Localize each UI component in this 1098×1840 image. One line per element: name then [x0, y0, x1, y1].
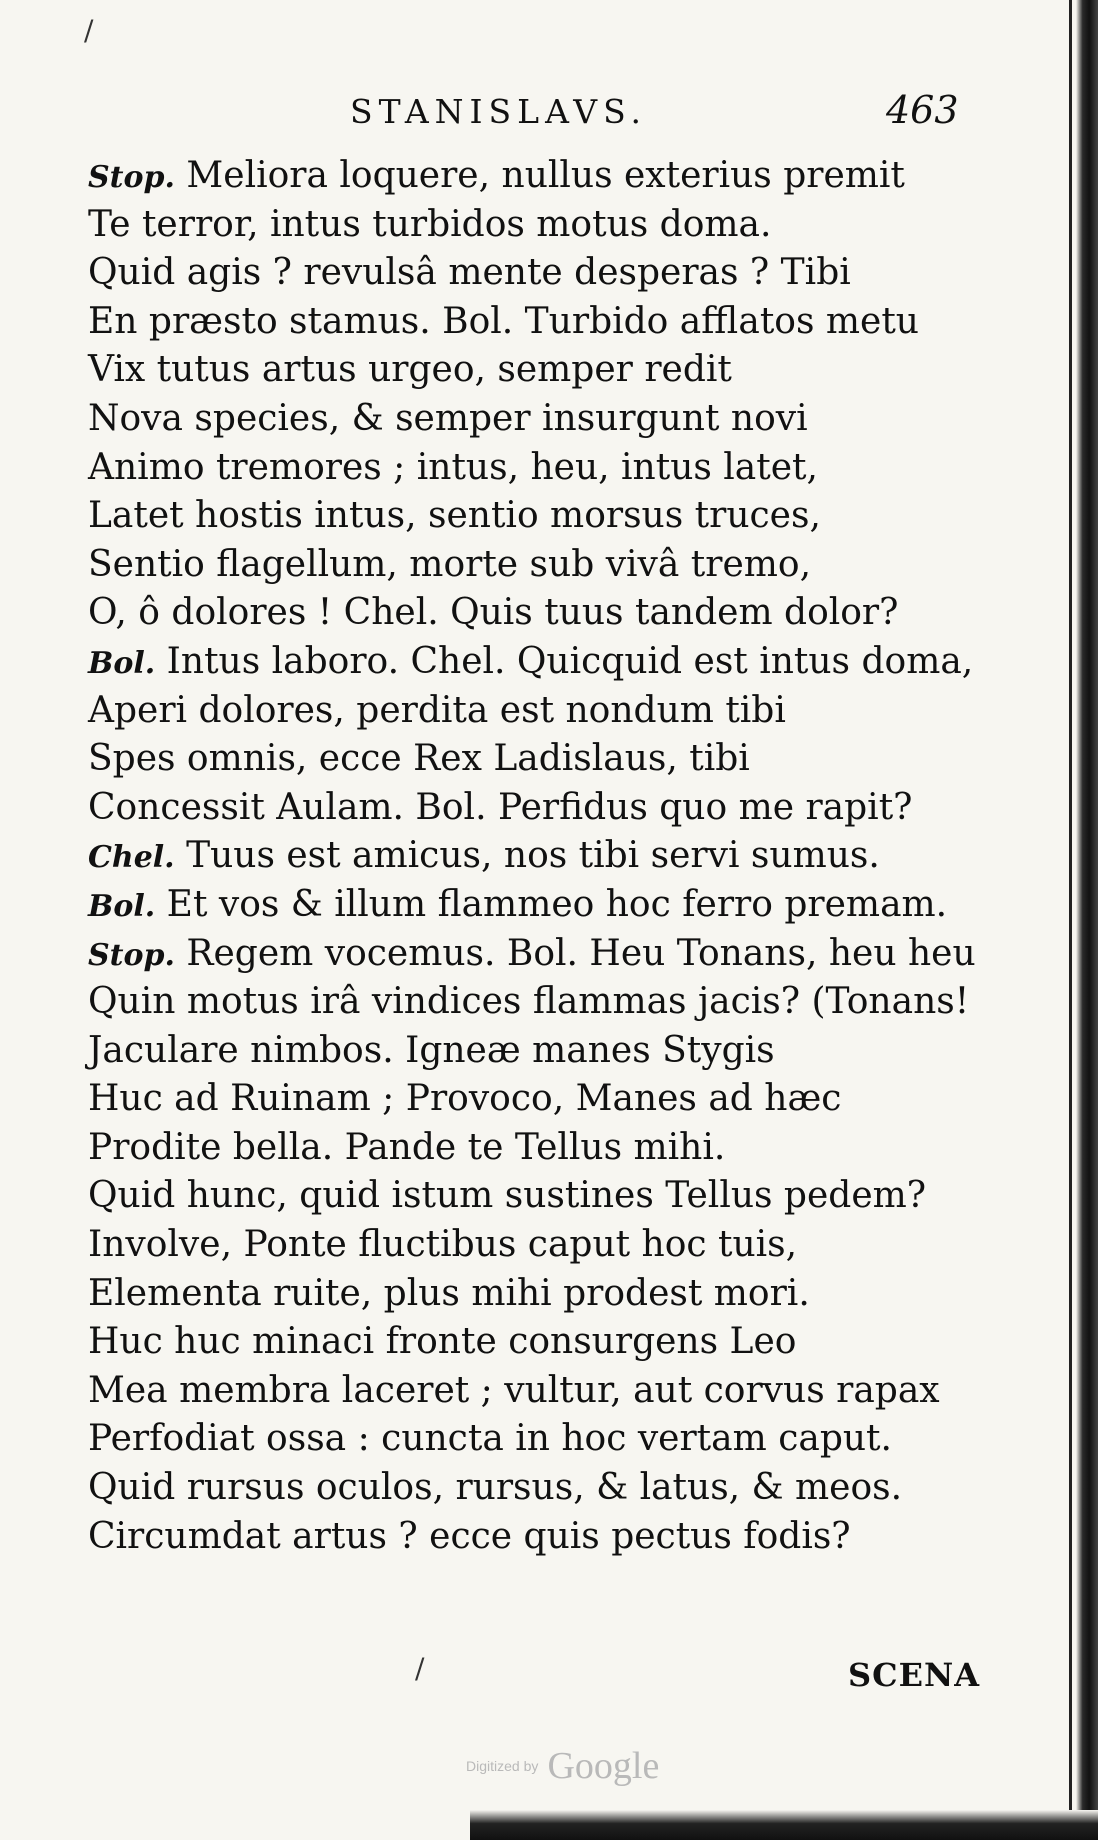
- verse-line: [88, 1415, 1008, 1464]
- verse-line: [88, 298, 1008, 347]
- speaker-label: Stop.: [88, 160, 175, 195]
- verse-line-text: Prodite bella. Pande te Tellus mihi.: [88, 1126, 726, 1168]
- verse-line-text: Te terror, intus turbidos motus doma.: [88, 203, 772, 245]
- watermark-prefix: Digitized by: [466, 1758, 539, 1774]
- verse-line: [88, 1367, 1008, 1416]
- speaker-label: Stop.: [88, 937, 175, 973]
- verse-line: [88, 784, 1008, 833]
- verse-line-text: Quin motus irâ vindices flammas jacis? (Tonans!: [88, 981, 970, 1023]
- stray-mark: /: [84, 14, 94, 47]
- verse-line: [88, 541, 1008, 590]
- verse-line: [88, 638, 1008, 687]
- verse-line: [88, 589, 1008, 638]
- verse-line-text: Perfodiat ossa : cuncta in hoc vertam caput.: [88, 1418, 892, 1460]
- verse-line-text: Nova species, & semper insurgunt novi: [88, 397, 808, 439]
- verse-line: [88, 1318, 1008, 1367]
- verse-line-text: Huc ad Ruinam ; Provoco, Manes ad hæc: [88, 1078, 842, 1120]
- verse-line-text: Aperi dolores, perdita est nondum tibi: [88, 689, 786, 731]
- page-edge-line: [1069, 0, 1072, 1840]
- verse-line-text: Quid rursus oculos, rursus, & latus, & meos.: [88, 1467, 903, 1509]
- page-right-edge-shadow: [1076, 0, 1098, 1840]
- verse-line: [88, 1172, 1008, 1221]
- verse-line-text: Quid agis ? revulsâ mente desperas ? Tibi: [88, 252, 851, 294]
- verse-line-text: Concessit Aulam. Bol. Perfidus quo me rapit?: [88, 786, 913, 828]
- verse-line: [88, 1221, 1008, 1270]
- page-header: [0, 88, 1098, 148]
- verse-line: [88, 1124, 1008, 1173]
- verse-line-text: Circumdat artus ? ecce quis pectus fodis?: [88, 1515, 851, 1557]
- verse-line-text: Sentio flagellum, morte sub vivâ tremo,: [88, 543, 812, 585]
- verse-line: [88, 881, 1008, 930]
- verse-line-text: Tuus est amicus, nos tibi servi sumus.: [174, 835, 880, 877]
- verse-line: [88, 1270, 1008, 1319]
- verse-line-text: Animo tremores ; intus, heu, intus latet,: [88, 446, 818, 488]
- speaker-label: Bol.: [88, 645, 156, 681]
- speaker-label: Chel.: [88, 840, 175, 876]
- verse-text: [88, 152, 1008, 1561]
- verse-line-text: O, ô dolores ! Chel. Quis tuus tandem dolor?: [88, 592, 899, 634]
- verse-line-text: Huc huc minaci fronte consurgens Leo: [88, 1321, 797, 1363]
- page-number: 463: [886, 88, 959, 132]
- verse-line: [88, 444, 1008, 493]
- page-bottom-edge-shadow: [470, 1810, 1098, 1840]
- verse-line-text: Meliora loquere, nullus exterius premit: [174, 155, 905, 196]
- verse-line-text: Latet hostis intus, sentio morsus truces,: [88, 495, 821, 537]
- verse-line-text: Spes omnis, ecce Rex Ladislaus, tibi: [88, 738, 750, 780]
- verse-line-text: Regem vocemus. Bol. Heu Tonans, heu heu: [174, 932, 976, 974]
- verse-line: [88, 978, 1008, 1027]
- verse-line-text: Mea membra laceret ; vultur, aut corvus rapax: [88, 1369, 940, 1411]
- verse-line: [88, 395, 1008, 444]
- verse-line-text: Intus laboro. Chel. Quicquid est intus doma,: [155, 640, 974, 682]
- verse-line: [88, 201, 1008, 250]
- verse-line-text: Jaculare nimbos. Igneæ manes Stygis: [88, 1029, 775, 1071]
- verse-line: [88, 1027, 1008, 1076]
- verse-line: [88, 930, 1008, 979]
- verse-line: [88, 687, 1008, 736]
- verse-line-text: Et vos & illum flammeo hoc ferro premam.: [155, 883, 948, 925]
- digitization-watermark: [466, 1744, 659, 1788]
- verse-line: [88, 832, 1008, 881]
- speaker-label: Bol.: [88, 888, 156, 924]
- verse-line-text: Quid hunc, quid istum sustines Tellus pedem?: [88, 1175, 927, 1217]
- verse-line: [88, 1464, 1008, 1513]
- verse-line-text: Vix tutus artus urgeo, semper redit: [88, 349, 732, 391]
- catchword: SCENA: [848, 1656, 981, 1694]
- running-title: STANISLAVS.: [350, 92, 648, 131]
- verse-line: [88, 1513, 1008, 1562]
- verse-line: [88, 1075, 1008, 1124]
- verse-line-text: Involve, Ponte fluctibus caput hoc tuis,: [88, 1224, 798, 1266]
- watermark-brand: Google: [547, 1745, 660, 1787]
- verse-line: [88, 152, 1008, 201]
- verse-line: [88, 346, 1008, 395]
- verse-line-text: En præsto stamus. Bol. Turbido afflatos metu: [88, 300, 919, 342]
- verse-line-text: Elementa ruite, plus mihi prodest mori.: [88, 1272, 810, 1314]
- verse-line: [88, 249, 1008, 298]
- verse-line: [88, 492, 1008, 541]
- verse-line: [88, 735, 1008, 784]
- stray-mark: /: [415, 1652, 425, 1685]
